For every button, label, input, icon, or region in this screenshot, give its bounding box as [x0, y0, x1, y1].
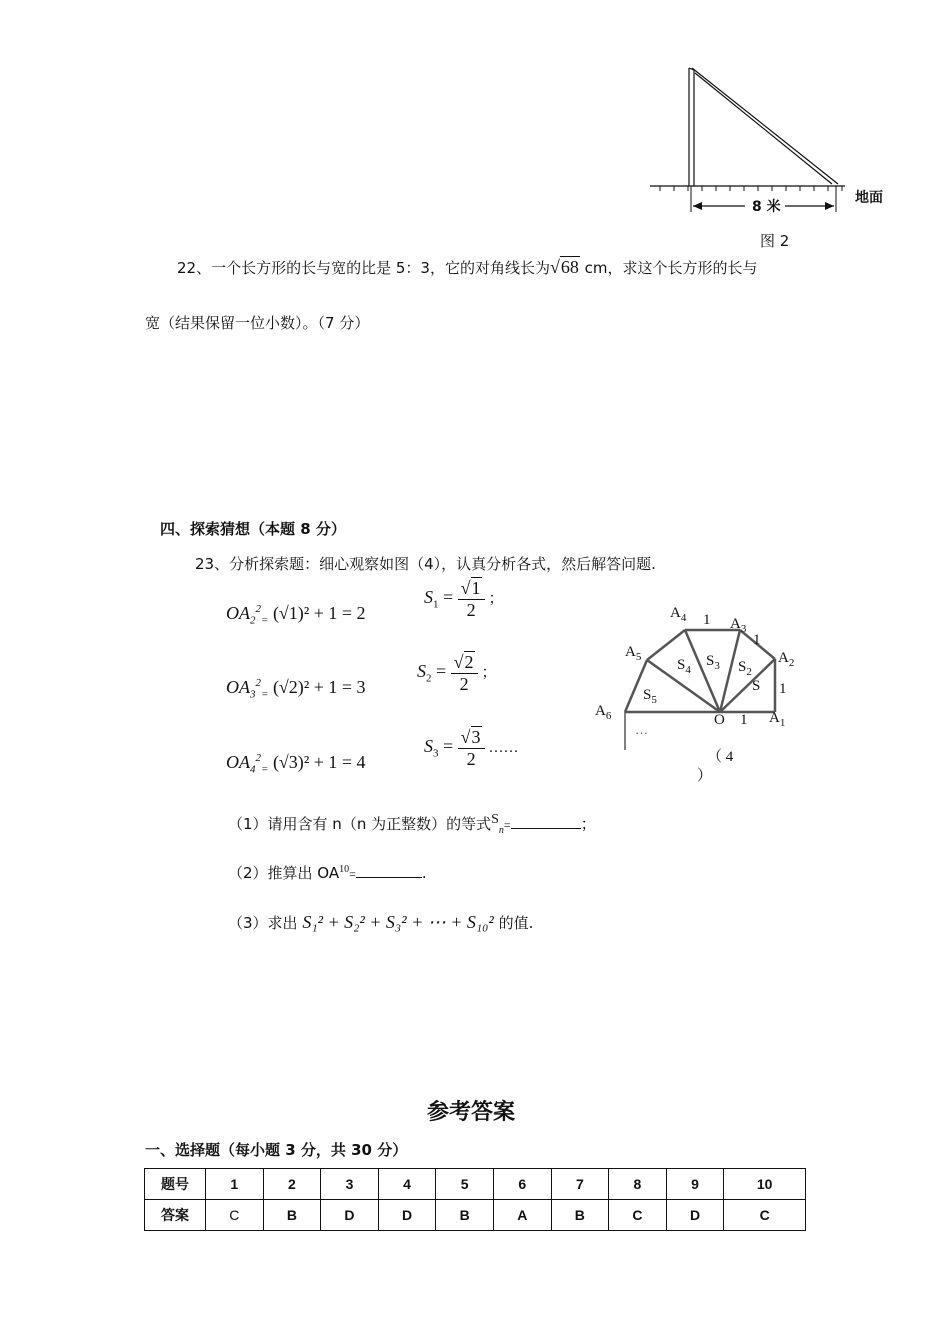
- header-answer: 答案: [145, 1200, 206, 1231]
- answer-table: [144, 1168, 806, 1231]
- answers-title: 参考答案: [427, 1100, 516, 1125]
- label-a1: $A_1$: [769, 710, 786, 729]
- label-a6: $A_6$: [595, 703, 612, 722]
- answer-cell: C: [609, 1200, 667, 1231]
- label-s3: $S_3$: [706, 653, 720, 672]
- q22-line-2: 宽（结果保留一位小数）。（7 分）: [145, 314, 370, 332]
- equation-1-s: $S_1$ = $\frac{√1}{2}$ ；: [424, 578, 504, 620]
- q22-line1-suffix: cm，求这个长方形的长与: [584, 259, 758, 277]
- label-1-diag: 1: [753, 632, 761, 648]
- label-o: O: [714, 712, 725, 728]
- answer-table-row-numbers: [145, 1169, 806, 1200]
- distance-label: 8 米: [752, 199, 781, 215]
- label-a3: $A_3$: [730, 616, 747, 635]
- answers-section-1: 一、选择题（每小题 3 分，共 30 分）: [145, 1141, 408, 1159]
- label-a2: $A_2$: [778, 650, 795, 669]
- label-1-top: 1: [703, 612, 711, 628]
- label-1-bottom: 1: [740, 712, 748, 728]
- figure-4-caption-top: （ 4: [707, 749, 734, 765]
- figure-2-caption: 图 2: [760, 232, 790, 250]
- q22-line-1: 22、一个长方形的长与宽的比是 5：3，它的对角线长为√68 cm，求这个长方形的长与: [177, 257, 758, 277]
- q22-radicand: 68: [560, 257, 579, 277]
- num-cell: 6: [493, 1169, 551, 1200]
- num-cell: 10: [724, 1169, 806, 1200]
- num-cell: 8: [609, 1169, 667, 1200]
- label-a4: $A_4$: [670, 605, 687, 624]
- answer-table-row-choices: [145, 1200, 806, 1231]
- equation-3-lhs: $OA_4^2_=$ (√3)² + 1 = 4: [226, 752, 366, 776]
- label-s4: $S_4$: [677, 657, 691, 676]
- answer-cell: D: [378, 1200, 436, 1231]
- section-4-title: 四、探索猜想（本题 8 分）: [160, 520, 346, 538]
- answer-cell: B: [551, 1200, 609, 1231]
- answer-cell: B: [263, 1200, 321, 1231]
- num-cell: 2: [263, 1169, 321, 1200]
- num-cell: 7: [551, 1169, 609, 1200]
- equation-1-lhs: $OA_2^2_=$ (√1)² + 1 = 2: [226, 603, 366, 627]
- num-cell: 5: [436, 1169, 494, 1200]
- equation-3-s: $S_3$ = $\frac{√3}{2}$ ……: [424, 727, 519, 769]
- q23-intro: 23、分析探索题：细心观察如图（4），认真分析各式，然后解答问题.: [195, 555, 656, 573]
- equation-2-s: $S_2$ = $\frac{√2}{2}$ ；: [417, 652, 497, 694]
- equation-2-lhs: $OA_3^2_=$ (√2)² + 1 = 3: [226, 677, 366, 701]
- answer-cell: B: [436, 1200, 494, 1231]
- sub-question-2: （2）推算出 $OA^{10}=$ .: [228, 864, 427, 882]
- label-s2: $S_2$: [738, 659, 752, 678]
- figure-4-caption-bottom: ）: [697, 768, 713, 784]
- header-number: 题号: [145, 1169, 206, 1200]
- label-dots: …: [635, 722, 648, 737]
- num-cell: 3: [321, 1169, 379, 1200]
- answer-cell: D: [321, 1200, 379, 1231]
- answer-cell: C: [206, 1200, 264, 1231]
- figure-4-diagram: [590, 600, 810, 760]
- ground-label: 地面: [855, 190, 883, 206]
- answer-cell: A: [493, 1200, 551, 1231]
- label-a5: $A_5$: [625, 644, 642, 663]
- sum-expression: S₁² + S₂² + S₃² + ⋯ + S₁₀²: [302, 912, 494, 932]
- answer-cell: C: [724, 1200, 806, 1231]
- label-s1: S: [752, 678, 761, 694]
- num-cell: 1: [206, 1169, 264, 1200]
- q22-line1-prefix: 22、一个长方形的长与宽的比是 5：3，它的对角线长为: [177, 259, 550, 277]
- sub-question-3: （3）求出 S₁² + S₂² + S₃² + ⋯ + S₁₀² 的值.: [228, 912, 534, 932]
- label-s5: $S_5$: [643, 687, 657, 706]
- num-cell: 9: [666, 1169, 724, 1200]
- label-1-right: 1: [779, 681, 787, 697]
- answer-cell: D: [666, 1200, 724, 1231]
- num-cell: 4: [378, 1169, 436, 1200]
- sub-question-1: （1）请用含有 n（n 为正整数）的等式$^S_n$= ；: [228, 812, 596, 836]
